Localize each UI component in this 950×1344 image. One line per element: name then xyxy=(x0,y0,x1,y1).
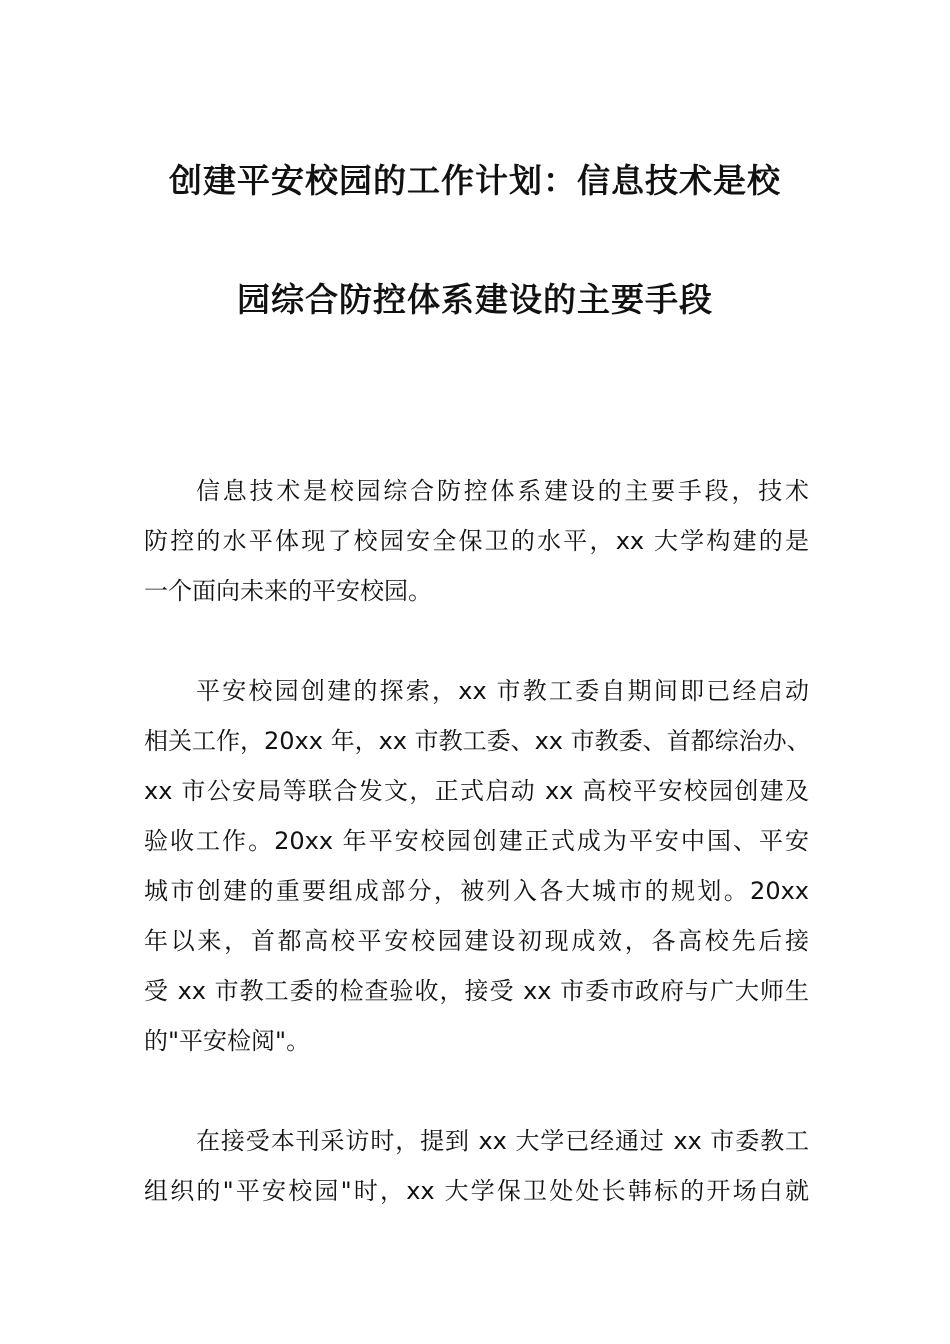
paragraph-line: xx 市公安局等联合发文，正式启动 xx 高校平安校园创建及 xyxy=(144,777,809,805)
document-title-line-2: 园综合防控体系建设的主要手段 xyxy=(237,280,713,319)
document-title-line-1: 创建平安校园的工作计划：信息技术是校 xyxy=(169,161,781,200)
paragraph-line: 平安校园创建的探索，xx 市教工委自期间即已经启动 xyxy=(196,677,809,705)
paragraph-line: 验收工作。20xx 年平安校园创建正式成为平安中国、平安 xyxy=(144,827,809,855)
paragraph-line: 一个面向未来的平安校园。 xyxy=(144,577,432,605)
paragraph-line: 的"平安检阅"。 xyxy=(144,1027,311,1055)
paragraph-line: 在接受本刊采访时，提到 xx 大学已经通过 xx 市委教工 xyxy=(196,1127,809,1155)
paragraph-line: 年以来，首都高校平安校园建设初现成效，各高校先后接 xyxy=(144,927,809,955)
paragraph-2 xyxy=(144,666,809,1066)
paragraph-line: 相关工作，20xx 年，xx 市教工委、xx 市教委、首都综治办、 xyxy=(144,727,811,755)
paragraph-line: 受 xx 市教工委的检查验收，接受 xx 市委市政府与广大师生 xyxy=(144,977,809,1005)
document-body xyxy=(144,466,809,1266)
paragraph-line: 城市创建的重要组成部分，被列入各大城市的规划。20xx xyxy=(144,877,809,905)
paragraph-3 xyxy=(144,1116,809,1216)
paragraph-line: 信息技术是校园综合防控体系建设的主要手段，技术 xyxy=(196,477,809,505)
paragraph-line: 防控的水平体现了校园安全保卫的水平，xx 大学构建的是 xyxy=(144,527,809,555)
paragraph-1 xyxy=(144,466,809,616)
paragraph-line: 组织的"平安校园"时，xx 大学保卫处处长韩标的开场白就 xyxy=(144,1177,809,1205)
